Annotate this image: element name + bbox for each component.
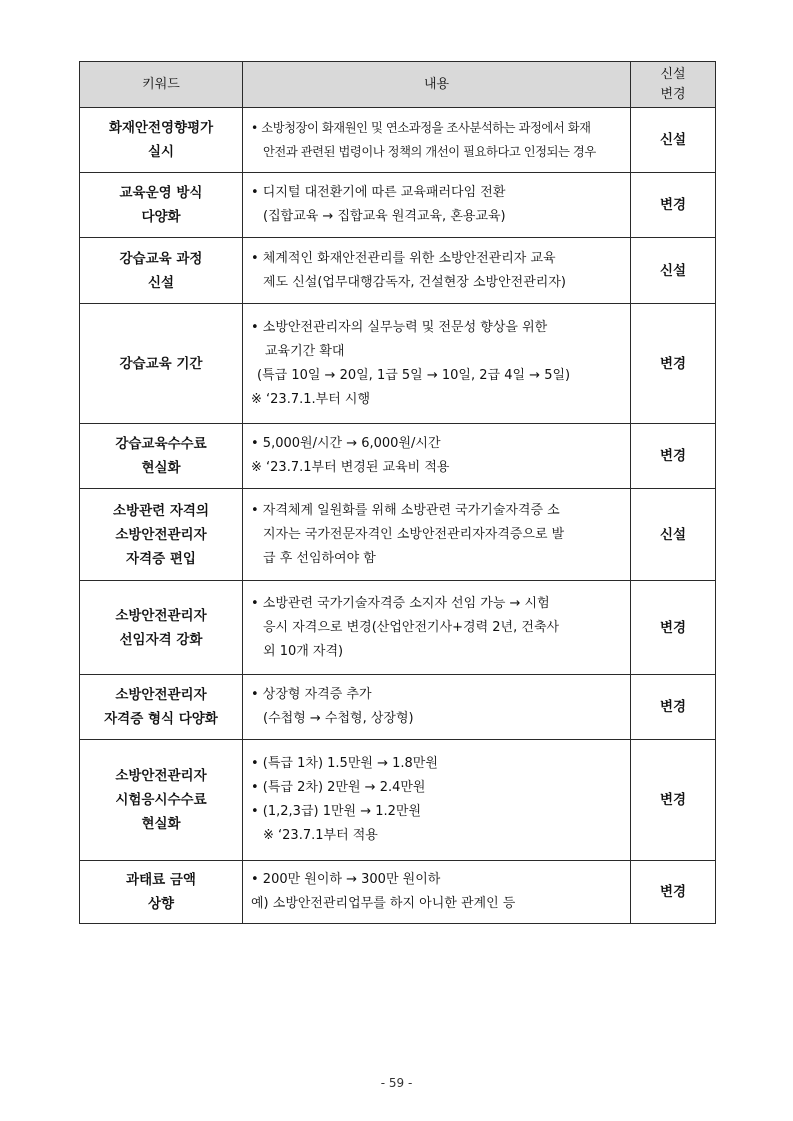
content-line: 교육기간 확대 [265, 343, 345, 359]
status-cell [631, 173, 716, 238]
status-text: 신설 [659, 262, 687, 279]
status-cell [631, 740, 716, 861]
keyword-line: 소방관련 자격의 [113, 502, 209, 519]
status-text: 변경 [659, 792, 687, 808]
table-row [80, 581, 716, 675]
keyword-cell [80, 304, 243, 424]
table-row [80, 173, 716, 238]
content-cell [243, 108, 631, 173]
content-line: 외 10개 자격) [263, 643, 344, 659]
content-line: • 소방관련 국가기술자격증 소지자 선임 가능 → 시험 [251, 595, 550, 611]
keyword-line: 강습교육 기간 [119, 355, 203, 372]
table-row [80, 304, 716, 424]
table-header-row [80, 62, 716, 108]
content-line: 제도 신설(업무대행감독자, 건설현장 소방안전관리자) [263, 274, 566, 290]
keyword-cell [80, 861, 243, 924]
keyword-cell [80, 173, 243, 238]
header-status [631, 62, 716, 108]
content-line: 응시 자격으로 변경(산업안전기사+경력 2년, 건축사 [263, 619, 560, 635]
content-cell [243, 238, 631, 304]
content-line: • 소방안전관리자의 실무능력 및 전문성 향상을 위한 [251, 319, 548, 335]
header-status-line: 변경 [660, 86, 686, 102]
status-cell [631, 238, 716, 304]
content-line: • (1,2,3급) 1만원 → 1.2만원 [251, 804, 422, 819]
keyword-line: 실시 [147, 144, 175, 160]
changes-table [79, 61, 716, 924]
content-cell [243, 861, 631, 924]
keyword-cell [80, 424, 243, 489]
status-text: 신설 [659, 132, 687, 148]
keyword-line: 소방안전관리자 [115, 607, 207, 624]
status-text: 변경 [659, 355, 687, 372]
content-line: • 소방청장이 화재원인 및 연소과정을 조사분석하는 과정에서 화재 [251, 121, 591, 135]
content-line: • 5,000원/시간 → 6,000원/시간 [251, 436, 441, 451]
content-line: 급 후 선임하여야 함 [263, 550, 376, 566]
keyword-line: 선임자격 강화 [119, 631, 203, 648]
keyword-line: 다양화 [141, 209, 181, 225]
content-line: • 상장형 자격증 추가 [251, 687, 372, 702]
content-line: 안전과 관련된 법령이나 정책의 개선이 필요하다고 인정되는 경우 [263, 145, 596, 159]
content-cell [243, 173, 631, 238]
content-line: ※ ‘23.7.1부터 변경된 교육비 적용 [251, 460, 450, 475]
content-line: (특급 10일 → 20일, 1급 5일 → 10일, 2급 4일 → 5일) [257, 367, 571, 383]
keyword-line: 강습교육 과정 [119, 250, 203, 267]
keyword-cell [80, 238, 243, 304]
keyword-cell [80, 489, 243, 581]
keyword-cell [80, 740, 243, 861]
content-cell [243, 304, 631, 424]
content-line: (수첩형 → 수첩형, 상장형) [263, 711, 414, 726]
keyword-cell [80, 675, 243, 740]
content-cell [243, 581, 631, 675]
status-text: 신설 [659, 526, 687, 543]
table-row [80, 740, 716, 861]
table-row [80, 424, 716, 489]
content-line: ※ ‘23.7.1부터 적용 [263, 828, 378, 843]
keyword-line: 화재안전영향평가 [108, 120, 214, 136]
content-line: ※ ‘23.7.1.부터 시행 [251, 391, 371, 407]
keyword-line: 소방안전관리자 [115, 526, 207, 543]
keyword-line: 자격증 편입 [126, 550, 196, 567]
status-cell [631, 861, 716, 924]
content-line: 예) 소방안전관리업무를 하지 아니한 관계인 등 [251, 896, 516, 911]
content-line: • 자격체계 일원화를 위해 소방관련 국가기술자격증 소 [251, 502, 560, 518]
content-line: 지자는 국가전문자격인 소방안전관리자자격증으로 발 [263, 526, 565, 542]
status-cell [631, 424, 716, 489]
content-line: • (특급 2차) 2만원 → 2.4만원 [251, 780, 426, 795]
keyword-line: 자격증 형식 다양화 [104, 711, 218, 727]
status-cell [631, 304, 716, 424]
content-line: (집합교육 → 집합교육 원격교육, 혼용교육) [263, 209, 506, 224]
table-row [80, 108, 716, 173]
status-text: 변경 [659, 448, 687, 464]
status-cell [631, 675, 716, 740]
keyword-cell [80, 581, 243, 675]
table-row [80, 238, 716, 304]
keyword-line: 소방안전관리자 [115, 687, 207, 703]
header-status-line: 신설 [660, 66, 686, 82]
header-keyword: 키워드 [80, 62, 243, 108]
content-line: • 디지털 대전환기에 따른 교육패러다임 전환 [251, 185, 506, 200]
keyword-cell [80, 108, 243, 173]
keyword-line: 신설 [147, 274, 175, 291]
keyword-line: 교육운영 방식 [119, 185, 203, 201]
keyword-line: 소방안전관리자 [115, 768, 207, 784]
content-line: • (특급 1차) 1.5만원 → 1.8만원 [251, 756, 438, 771]
status-cell [631, 581, 716, 675]
content-cell [243, 489, 631, 581]
keyword-line: 강습교육수수료 [115, 436, 207, 452]
status-text: 변경 [659, 884, 687, 900]
content-cell [243, 675, 631, 740]
status-text: 변경 [659, 197, 687, 213]
keyword-line: 시험응시수수료 [115, 792, 207, 808]
status-text: 변경 [659, 619, 687, 636]
content-line: • 체계적인 화재안전관리를 위한 소방안전관리자 교육 [251, 250, 556, 266]
keyword-line: 현실화 [141, 816, 181, 832]
keyword-line: 현실화 [141, 460, 181, 476]
keyword-line: 과태료 금액 [126, 872, 196, 888]
table-row [80, 861, 716, 924]
status-cell [631, 489, 716, 581]
table-row [80, 489, 716, 581]
page-number: - 59 - [380, 1076, 413, 1090]
content-line: • 200만 원이하 → 300만 원이하 [251, 872, 441, 887]
content-cell [243, 740, 631, 861]
header-content: 내용 [243, 62, 631, 108]
content-cell [243, 424, 631, 489]
table-row [80, 675, 716, 740]
status-cell [631, 108, 716, 173]
status-text: 변경 [659, 699, 687, 715]
keyword-line: 상향 [147, 896, 175, 912]
